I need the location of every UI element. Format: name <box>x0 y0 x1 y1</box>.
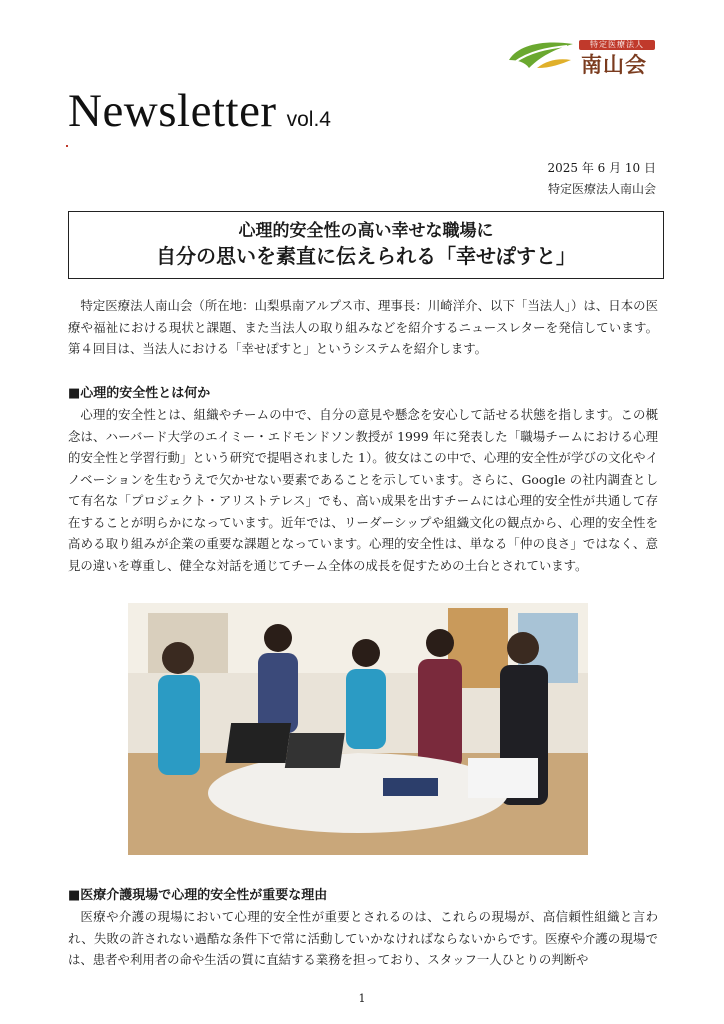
section1-heading: ■心理的安全性とは何か <box>68 386 211 401</box>
staff-photo-illustration <box>128 603 588 855</box>
section1-paragraph <box>68 404 658 576</box>
logo-tag: 特定医療法人 <box>579 40 655 50</box>
newsletter-title <box>68 84 331 138</box>
section2-paragraph <box>68 906 658 971</box>
decorative-dot <box>66 145 68 147</box>
publish-date: 2025 年 6 月 10 日 <box>547 161 656 175</box>
intro-text: 特定医療法人南山会（所在地：山梨県南アルプス市、理事長：川崎洋介、以下「当法人」）は、日本の医療や福祉における現状と課題、また当法人の取り組みなどを紹介するニュースレターを発信しています。第４回目は、当法人における「幸せぽすと」というシステムを紹介します。 <box>68 298 658 356</box>
leaf-logo-icon <box>507 38 577 72</box>
section2-heading: ■医療介護現場で心理的安全性が重要な理由 <box>68 888 328 903</box>
title-text: Newsletter <box>68 85 277 137</box>
staff-photo <box>128 603 588 855</box>
page-number: 1 <box>358 992 366 1005</box>
headline-line1: 心理的安全性の高い幸せな職場に <box>238 221 494 241</box>
intro-paragraph <box>68 295 658 360</box>
date-block <box>547 158 656 200</box>
organization-logo <box>507 36 657 76</box>
headline-line2: 自分の思いを素直に伝えられる「幸せぽすと」 <box>156 244 576 268</box>
headline-box <box>68 211 664 279</box>
logo-name: 南山会 <box>581 53 647 77</box>
volume-label: vol.4 <box>286 108 331 131</box>
section1-text: 心理的安全性とは、組織やチームの中で、自分の意見や懸念を安心して話せる状態を指します。この概念は、ハーバード大学のエイミー・エドモンドソン教授が 1999 年に発表した「職場チームにおける心理的安全性と学習行動」という研究で提唱されました 1）。彼女はこの中で、心理的安全性が学びの文化やイノベーションを生むうえで欠かせない要素であることを示しています。さらに、Google の社内調査として有名な「プロジェクト・アリストテレス」でも、高い成果を出すチームには心理的安全性が共通して存在することが明らかになっています。近年では、リーダーシップや組織文化の観点から、心理的安全性を高める取り組みが企業の重要な課題となっています。心理的安全性は、単なる「仲の良さ」ではなく、意見の違いを尊重し、健全な対話を通じてチーム全体の成長を促すための土台とされています。 <box>68 407 658 573</box>
publisher-name: 特定医療法人南山会 <box>547 182 656 196</box>
section2-text: 医療や介護の現場において心理的安全性が重要とされるのは、これらの現場が、高信頼性組織と言われ、失敗の許されない過酷な条件下で常に活動していかなければならないからです。医療や介護の現場では、患者や利用者の命や生活の質に直結する業務を担っており、スタッフ一人ひとりの判断や <box>68 909 658 967</box>
